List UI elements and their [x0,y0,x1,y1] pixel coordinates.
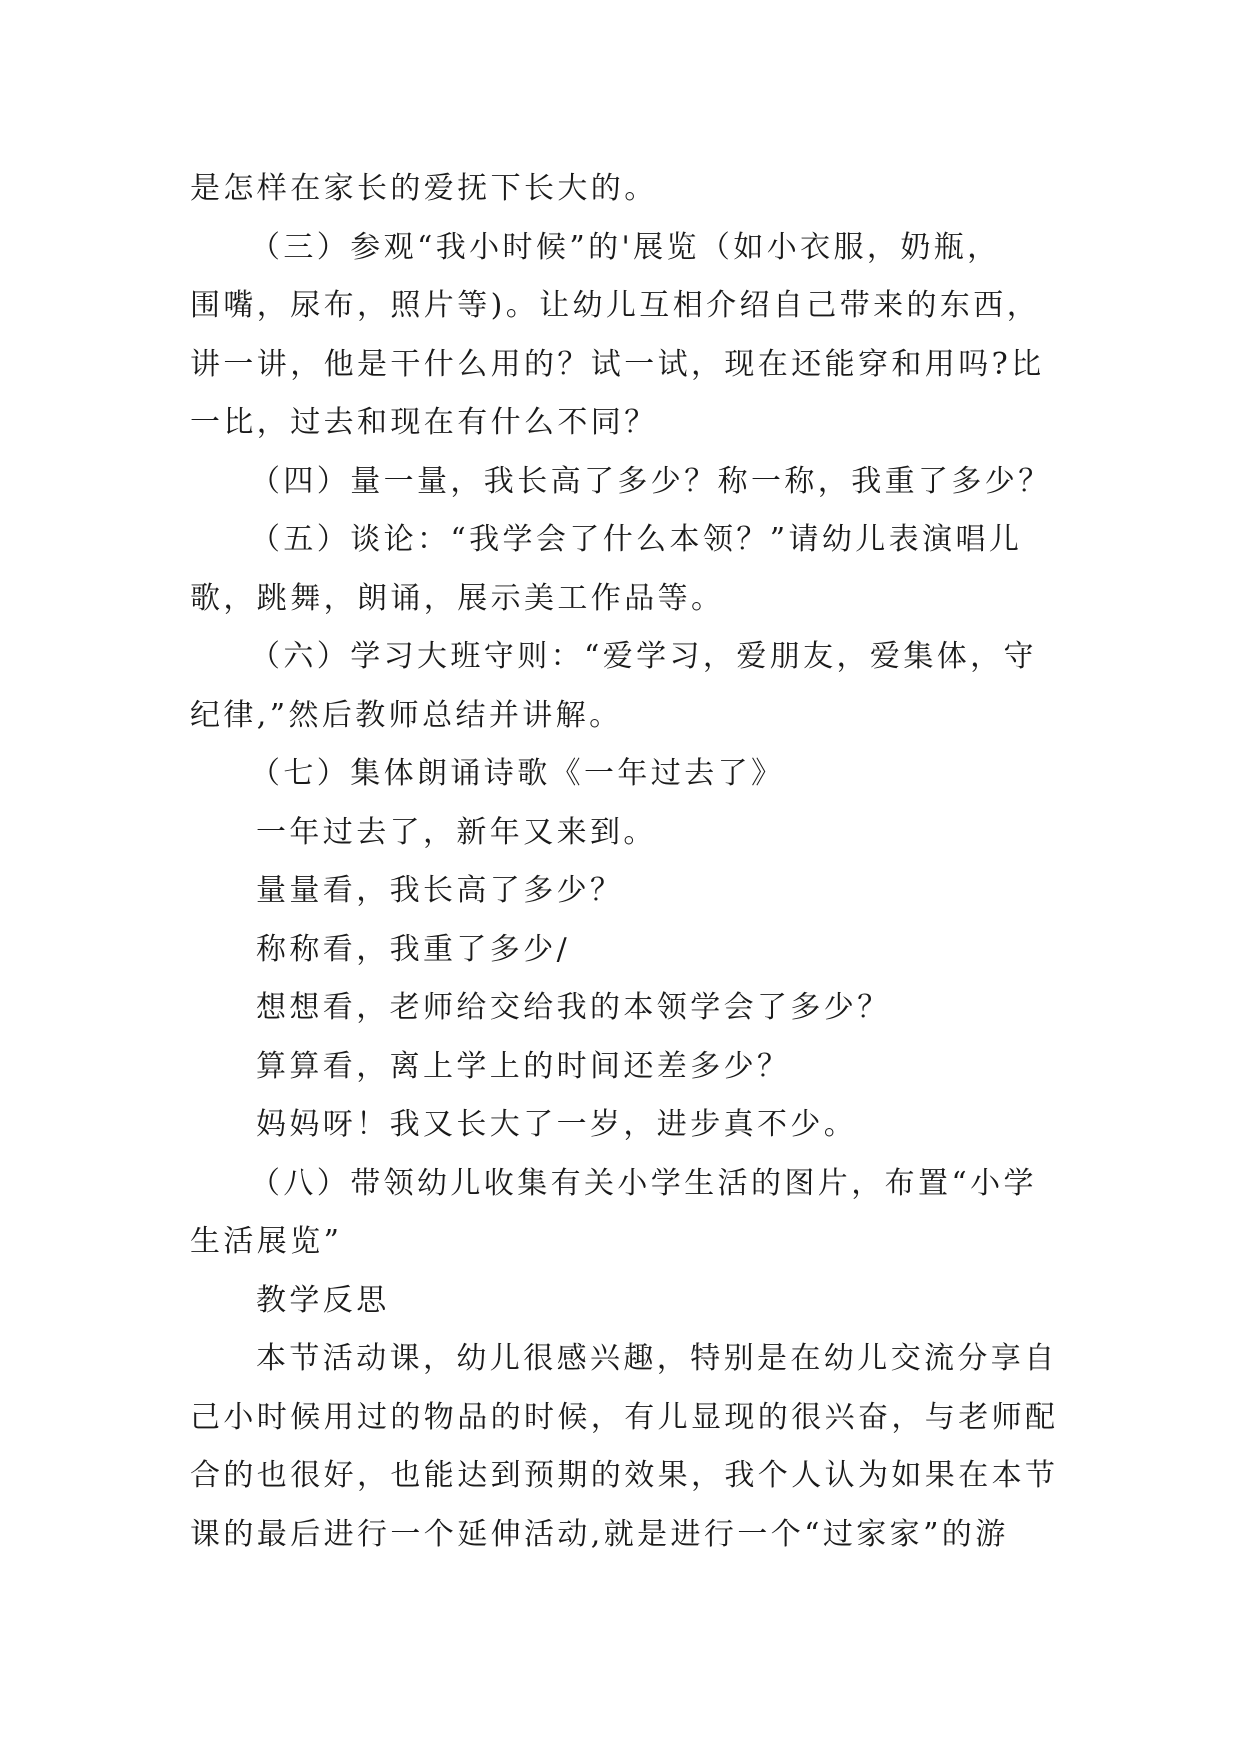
text-line: 一年过去了，新年又来到。 [256,814,657,850]
text-line: （三）参观“我小时候”的'展览（如小衣服，奶瓶， [250,229,1001,265]
text-line: （七）集体朗诵诗歌《一年过去了》 [250,756,785,791]
text-line: 歌，跳舞，朗诵，展示美工作品等。 [190,580,725,616]
text-line: （五）谈论：“我学会了什么本领？”请幼儿表演唱儿 [250,522,1023,557]
text-line: 量量看，我长高了多少？ [256,873,624,908]
text-line: 生活展览” [190,1224,343,1259]
document-body [190,160,1065,1564]
text-line: 是怎样在家长的爱抚下长大的。 [190,171,658,206]
text-line: 称称看，我重了多少/ [256,931,571,967]
text-line: （六）学习大班守则：“爱学习，爱朋友，爱集体，守 [250,639,1037,674]
text-line: 一比，过去和现在有什么不同？ [190,405,658,440]
text-line: 妈妈呀！我又长大了一岁，进步真不少。 [256,1107,858,1142]
text-line: 讲一讲，他是干什么用的？试一试，现在还能穿和用吗?比 [190,346,1045,382]
section-heading: 教学反思 [256,1282,390,1318]
text-line: 算算看，离上学上的时间还差多少？ [256,1048,791,1084]
text-line: 围嘴，尿布，照片等)。让幼儿互相介绍自己带来的东西， [190,288,1041,323]
text-line: （四）量一量，我长高了多少？称一称，我重了多少？ [250,463,1052,499]
text-line: （八）带领幼儿收集有关小学生活的图片，布置“小学 [250,1165,1037,1201]
text-line: 想想看，老师给交给我的本领学会了多少？ [256,990,891,1025]
text-line: 课的最后进行一个延伸活动,就是进行一个“过家家”的游 [190,1516,1009,1552]
text-line: 合的也很好，也能达到预期的效果，我个人认为如果在本节 [190,1458,1059,1493]
text-line: 本节活动课，幼儿很感兴趣，特别是在幼儿交流分享自 [256,1341,1058,1376]
text-line: 己小时候用过的物品的时候，有儿显现的很兴奋，与老师配 [190,1399,1059,1435]
text-line: 纪律,”然后教师总结并讲解。 [190,697,623,733]
